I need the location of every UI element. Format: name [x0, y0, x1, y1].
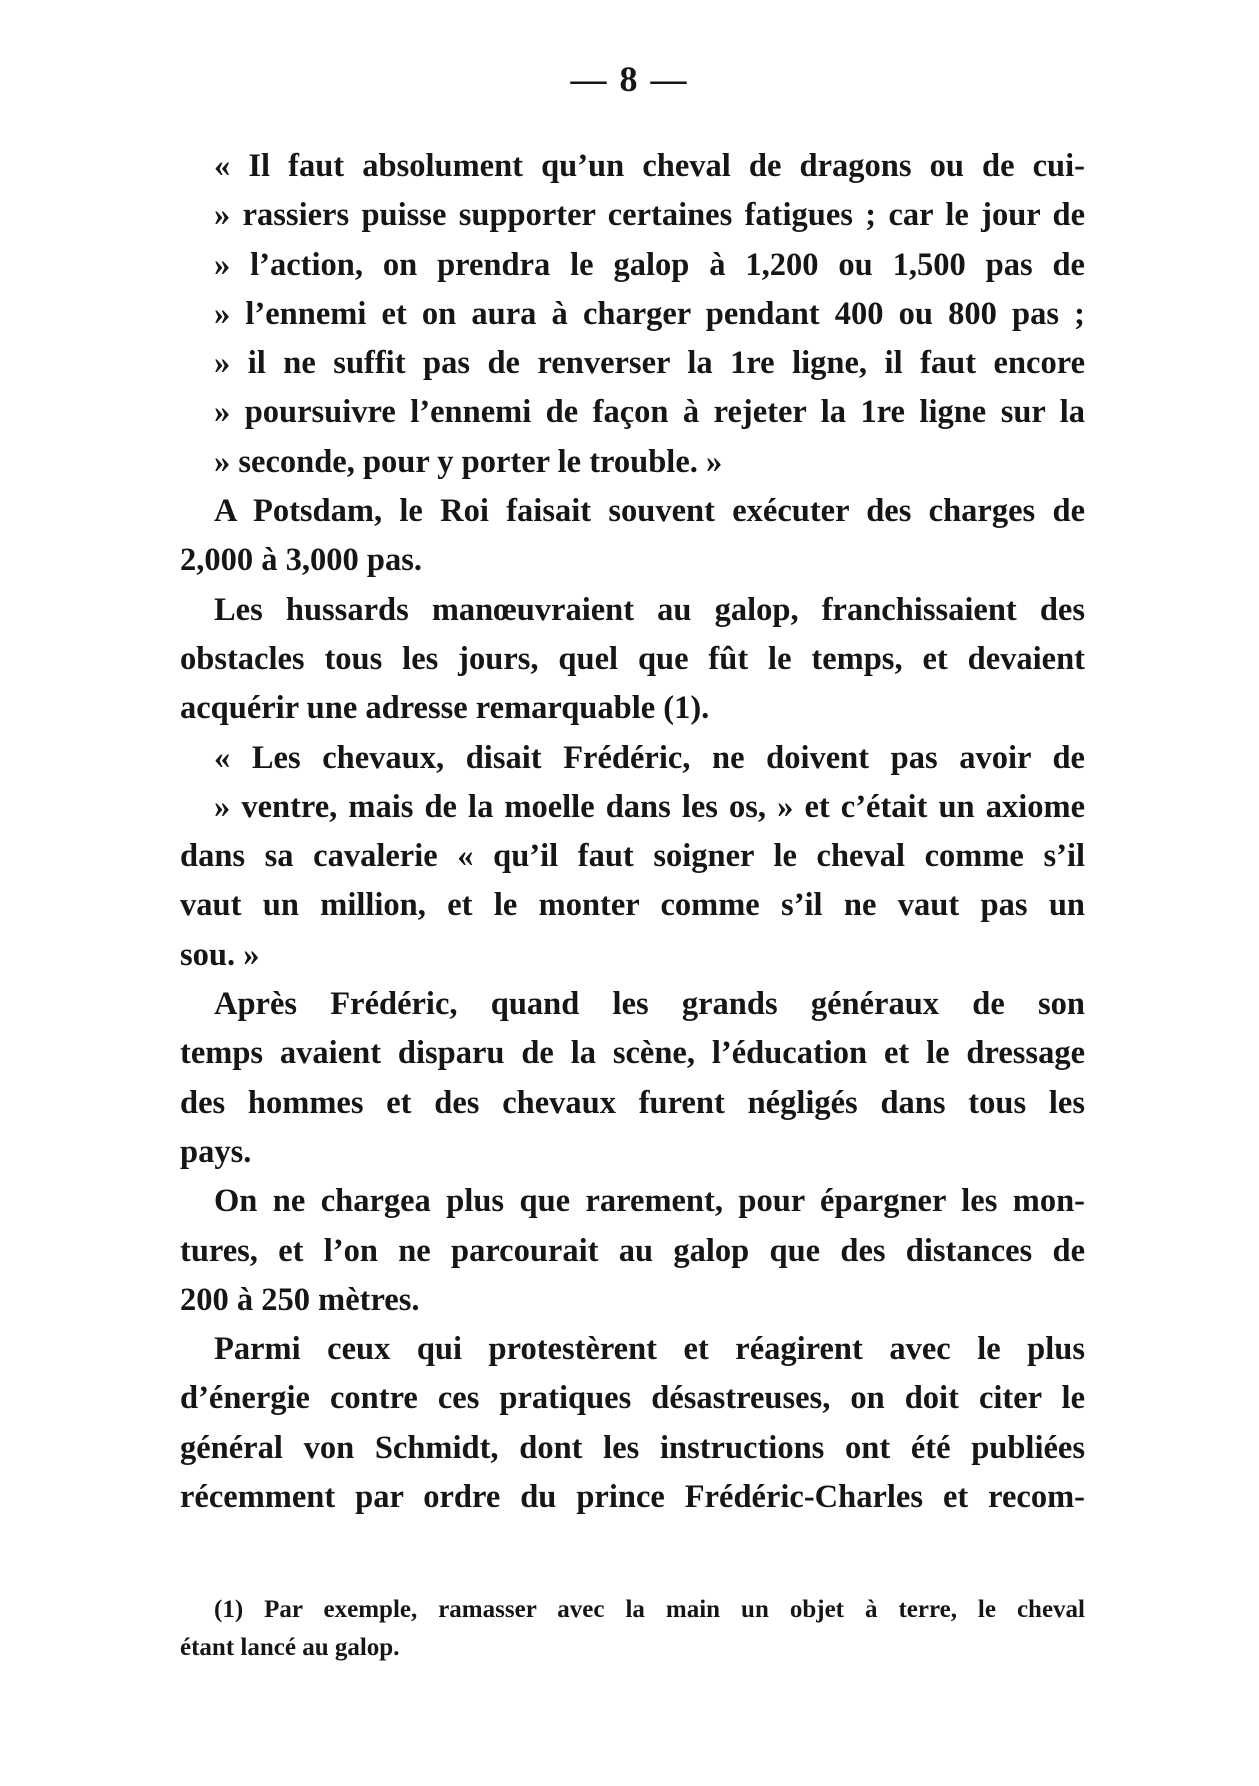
text-line: On ne chargea plus que rarement, pour épargner les mon-: [214, 1183, 1085, 1220]
text-line: temps avaient disparu de la scène, l’éducation et le dressage: [180, 1035, 1085, 1072]
text-line: » seconde, pour y porter le trouble. »: [214, 443, 723, 480]
text-line: » poursuivre l’ennemi de façon à rejeter la 1re ligne sur la: [214, 394, 1085, 431]
text-line: » rassiers puisse supporter certaines fatigues ; car le jour de: [214, 197, 1085, 234]
footnote-line: (1) Par exemple, ramasser avec la main un objet à terre, le cheval: [214, 1596, 1085, 1623]
text-line: acquérir une adresse remarquable (1).: [180, 690, 710, 727]
text-line: » ventre, mais de la moelle dans les os, » et c’était un axiome: [214, 788, 1085, 825]
footnote: [180, 1591, 1085, 1667]
text-line: « Les chevaux, disait Frédéric, ne doivent pas avoir de: [214, 739, 1085, 776]
text-line: 200 à 250 mètres.: [180, 1281, 420, 1318]
text-line: vaut un million, et le monter comme s’il ne vaut pas un: [180, 887, 1085, 924]
text-line: 2,000 à 3,000 pas.: [180, 542, 422, 579]
footnote-line: étant lancé au galop.: [180, 1634, 400, 1661]
text-line: général von Schmidt, dont les instructions ont été publiées: [180, 1429, 1085, 1466]
text-line: des hommes et des chevaux furent négligés dans tous les: [180, 1084, 1085, 1121]
text-line: « Il faut absolument qu’un cheval de dragons ou de cui-: [214, 148, 1085, 184]
text-line: Parmi ceux qui protestèrent et réagirent avec le plus: [214, 1331, 1085, 1368]
text-line: d’énergie contre ces pratiques désastreuses, on doit citer le: [180, 1380, 1085, 1417]
text-line: Les hussards manœuvraient au galop, franchissaient des: [214, 591, 1085, 628]
text-line: A Potsdam, le Roi faisait souvent exécuter des charges de: [214, 493, 1085, 530]
text-line: Après Frédéric, quand les grands généraux de son: [214, 986, 1085, 1023]
body-text: [180, 142, 1085, 1522]
text-line: » l’ennemi et on aura à charger pendant 400 ou 800 pas ;: [214, 295, 1085, 332]
text-line: tures, et l’on ne parcourait au galop que des distances de: [180, 1232, 1085, 1269]
text-line: pays.: [180, 1133, 252, 1170]
text-line: sou. »: [180, 936, 260, 973]
text-line: dans sa cavalerie « qu’il faut soigner le cheval comme s’il: [180, 838, 1085, 875]
text-line: » il ne suffit pas de renverser la 1re ligne, il faut encore: [214, 345, 1085, 382]
text-line: obstacles tous les jours, quel que fût le temps, et devaient: [180, 640, 1085, 677]
text-line: récemment par ordre du prince Frédéric-Charles et recom-: [180, 1479, 1085, 1516]
text-line: » l’action, on prendra le galop à 1,200 ou 1,500 pas de: [214, 246, 1085, 283]
page-number: — 8 —: [570, 59, 689, 99]
